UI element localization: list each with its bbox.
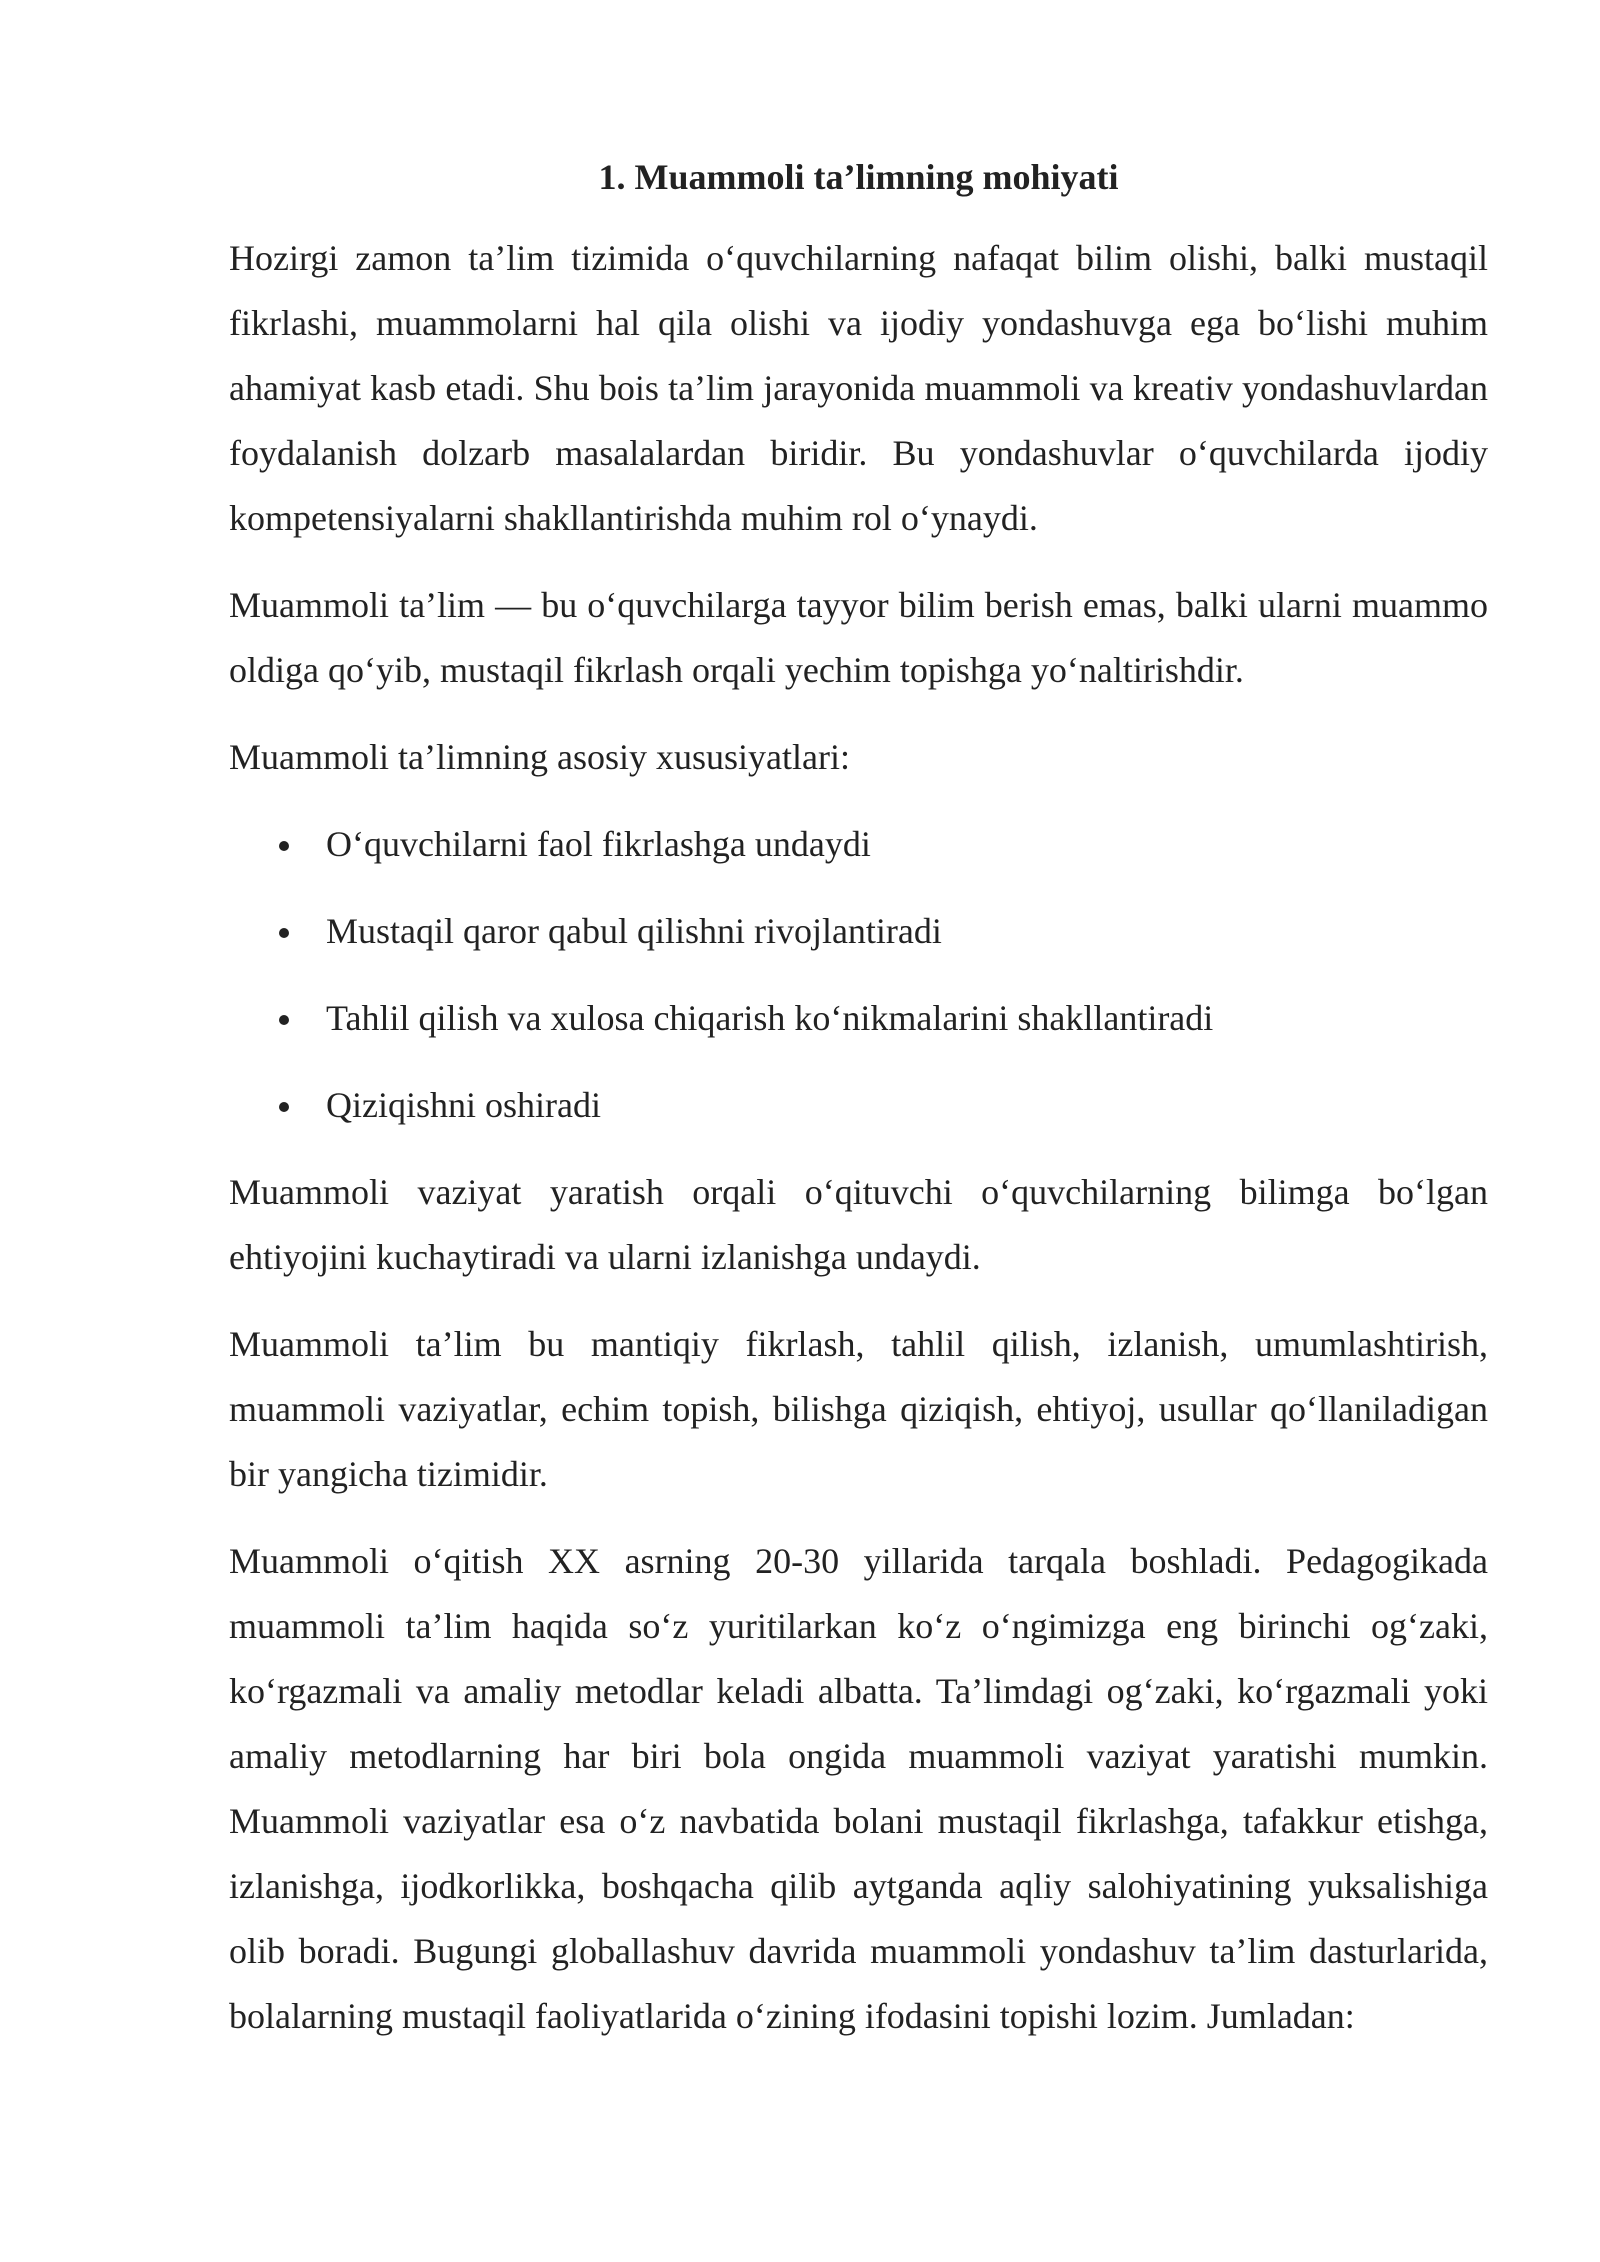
features-list (229, 812, 1488, 1138)
list-item (229, 812, 1488, 877)
list-item (229, 986, 1488, 1051)
bullet-icon (279, 1102, 289, 1112)
list-item-text: O‘quvchilarni faol fikrlashga undaydi (326, 824, 871, 864)
list-item-text: Mustaqil qaror qabul qilishni rivojlantiradi (326, 911, 942, 951)
bullet-icon (279, 928, 289, 938)
paragraph-features-heading: Muammoli ta’limning asosiy xususiyatlari: (229, 737, 850, 777)
list-item-text: Tahlil qilish va xulosa chiqarish ko‘nikmalarini shakllantiradi (326, 998, 1214, 1038)
section-title: 1. Muammoli ta’limning mohiyati (598, 157, 1119, 197)
list-item (229, 899, 1488, 964)
paragraph-history: Muammoli o‘qitish XX asrning 20-30 yillarida tarqala boshladi. Pedagogikada muammoli ta’lim haqida so‘z yuritilarkan ko‘z o‘ngimizga eng birinchi og‘zaki, ko‘rgazmali va amaliy metodlar keladi albatta. Ta’limdagi og‘zaki, ko‘rgazmali yoki amaliy metodlarning har biri bola ongida muammoli vaziyat yaratishi mumkin. Muammoli vaziyatlar esa o‘z navbatida bolani mustaqil fikrlashga, tafakkur etishga, izlanishga, ijodkorlikka, boshqacha qilib aytganda aqliy salohiyatining yuksalishiga olib boradi. Bugungi globallashuv davrida muammoli yondashuv ta’lim dasturlarida, bolalarning mustaqil faoliyatlarida o‘zining ifodasini topishi lozim. Jumladan: (229, 1541, 1488, 2036)
paragraph-system: Muammoli ta’lim bu mantiqiy fikrlash, tahlil qilish, izlanish, umumlashtirish, muammoli vaziyatlar, echim topish, bilishga qiziqish, ehtiyoj, usullar qo‘llaniladigan bir yangicha tizimidir. (229, 1324, 1488, 1494)
bullet-icon (279, 841, 289, 851)
list-item-text: Qiziqishni oshiradi (326, 1085, 601, 1125)
paragraph-definition: Muammoli ta’lim — bu o‘quvchilarga tayyor bilim berish emas, balki ularni muammo oldiga qo‘yib, mustaqil fikrlash orqali yechim topishga yo‘naltirishdir. (229, 585, 1488, 690)
paragraph-intro: Hozirgi zamon ta’lim tizimida o‘quvchilarning nafaqat bilim olishi, balki mustaqil fikrlashi, muammolarni hal qila olishi va ijodiy yondashuvga ega bo‘lishi muhim ahamiyat kasb etadi. Shu bois ta’lim jarayonida muammoli va kreativ yondashuvlardan foydalanish dolzarb masalalardan biridir. Bu yondashuvlar o‘quvchilarda ijodiy kompetensiyalarni shakllantirishda muhim rol o‘ynaydi. (229, 238, 1488, 538)
bullet-icon (279, 1015, 289, 1025)
document-page (229, 150, 1488, 2071)
paragraph-situation: Muammoli vaziyat yaratish orqali o‘qituvchi o‘quvchilarning bilimga bo‘lgan ehtiyojini kuchaytiradi va ularni izlanishga undaydi. (229, 1172, 1488, 1277)
list-item (229, 1073, 1488, 1138)
